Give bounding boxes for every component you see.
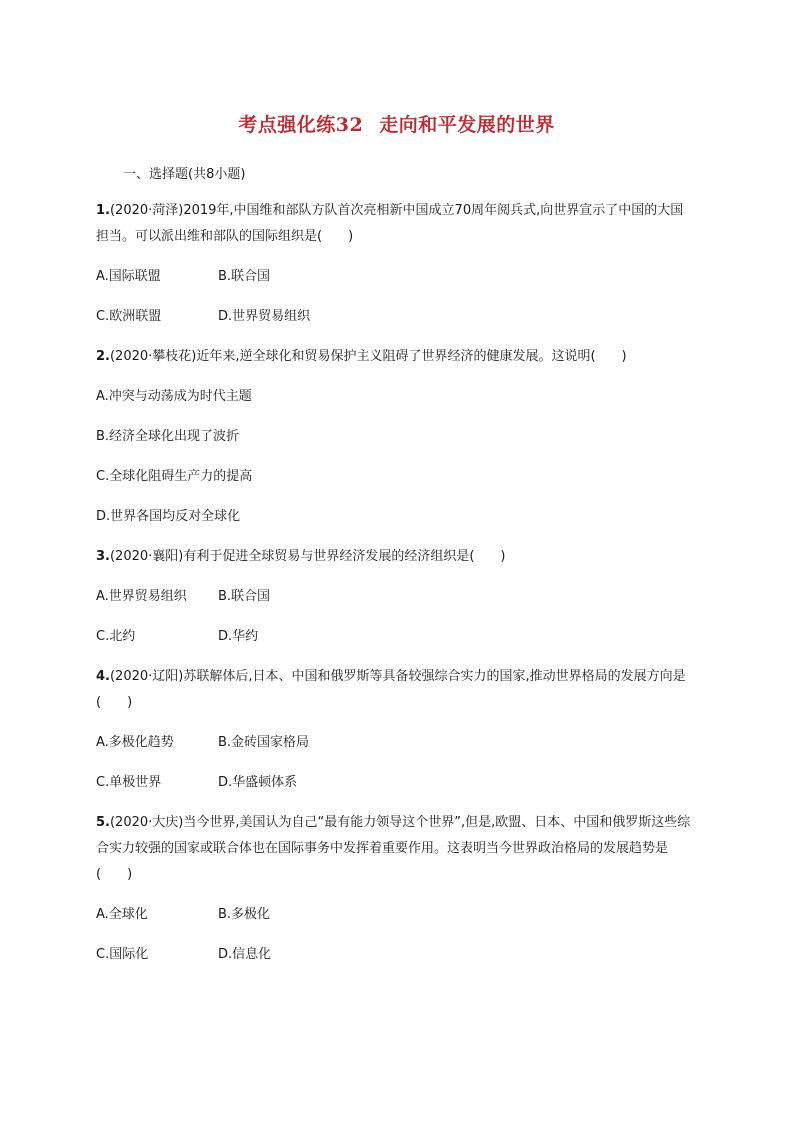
question-number: 4.	[96, 669, 110, 684]
option-a[interactable]: A.世界贸易组织	[96, 589, 187, 604]
question-5	[96, 810, 696, 888]
page-title	[0, 110, 793, 137]
option-a[interactable]: A.冲突与动荡成为时代主题	[96, 389, 252, 404]
option-c[interactable]: C.北约	[96, 629, 136, 644]
options-row	[96, 730, 696, 756]
question-number: 1.	[96, 203, 110, 218]
question-3	[96, 544, 696, 570]
options-row	[96, 624, 696, 650]
options-row	[96, 902, 696, 928]
options-row	[96, 304, 696, 330]
options-row	[96, 504, 696, 530]
option-a[interactable]: A.全球化	[96, 907, 148, 922]
option-d[interactable]: D.世界贸易组织	[218, 309, 311, 324]
option-b[interactable]: B.联合国	[218, 269, 271, 284]
options-row	[96, 584, 696, 610]
option-c[interactable]: C.单极世界	[96, 775, 162, 790]
option-c[interactable]: C.国际化	[96, 947, 149, 962]
section-heading: 一、选择题(共8小题)	[123, 167, 246, 182]
options-row	[96, 384, 696, 410]
option-c[interactable]: C.全球化阻碍生产力的提高	[96, 469, 253, 484]
question-number: 2.	[96, 349, 110, 364]
question-text: (2020·辽阳)苏联解体后,日本、中国和俄罗斯等具备较强综合实力的国家,推动世界格局的发展方向是( )	[96, 669, 686, 710]
title-right: 走向和平发展的世界	[379, 114, 555, 136]
option-c[interactable]: C.欧洲联盟	[96, 309, 162, 324]
options-row	[96, 770, 696, 796]
options-row	[96, 464, 696, 490]
options-row	[96, 264, 696, 290]
option-b[interactable]: B.金砖国家格局	[218, 735, 310, 750]
option-a[interactable]: A.多极化趋势	[96, 735, 174, 750]
option-b[interactable]: B.多极化	[218, 907, 271, 922]
option-d[interactable]: D.华约	[218, 629, 259, 644]
question-number: 5.	[96, 815, 110, 830]
title-left: 考点强化练32	[238, 114, 364, 136]
option-a[interactable]: A.国际联盟	[96, 269, 161, 284]
option-d[interactable]: D.世界各国均反对全球化	[96, 509, 241, 524]
question-text: (2020·襄阳)有利于促进全球贸易与世界经济发展的经济组织是( )	[109, 549, 506, 564]
question-list	[96, 198, 696, 968]
options-row	[96, 942, 696, 968]
option-d[interactable]: D.华盛顿体系	[218, 775, 298, 790]
question-1	[96, 198, 696, 250]
question-text: (2020·菏泽)2019年,中国维和部队方队首次亮相新中国成立70周年阅兵式,向世界宣示了中国的大国担当。可以派出维和部队的国际组织是( )	[96, 203, 684, 244]
option-b[interactable]: B.经济全球化出现了波折	[96, 429, 240, 444]
question-number: 3.	[96, 549, 110, 564]
question-4	[96, 664, 696, 716]
question-text: (2020·大庆)当今世界,美国认为自己“最有能力领导这个世界”,但是,欧盟、日本、中国和俄罗斯这些综合实力较强的国家或联合体也在国际事务中发挥着重要作用。这表明当今世界政治格局的发展趋势是( )	[96, 815, 691, 882]
option-d[interactable]: D.信息化	[218, 947, 272, 962]
option-b[interactable]: B.联合国	[218, 589, 271, 604]
options-row	[96, 424, 696, 450]
question-text: (2020·攀枝花)近年来,逆全球化和贸易保护主义阻碍了世界经济的健康发展。这说明( )	[109, 349, 627, 364]
question-2	[96, 344, 696, 370]
